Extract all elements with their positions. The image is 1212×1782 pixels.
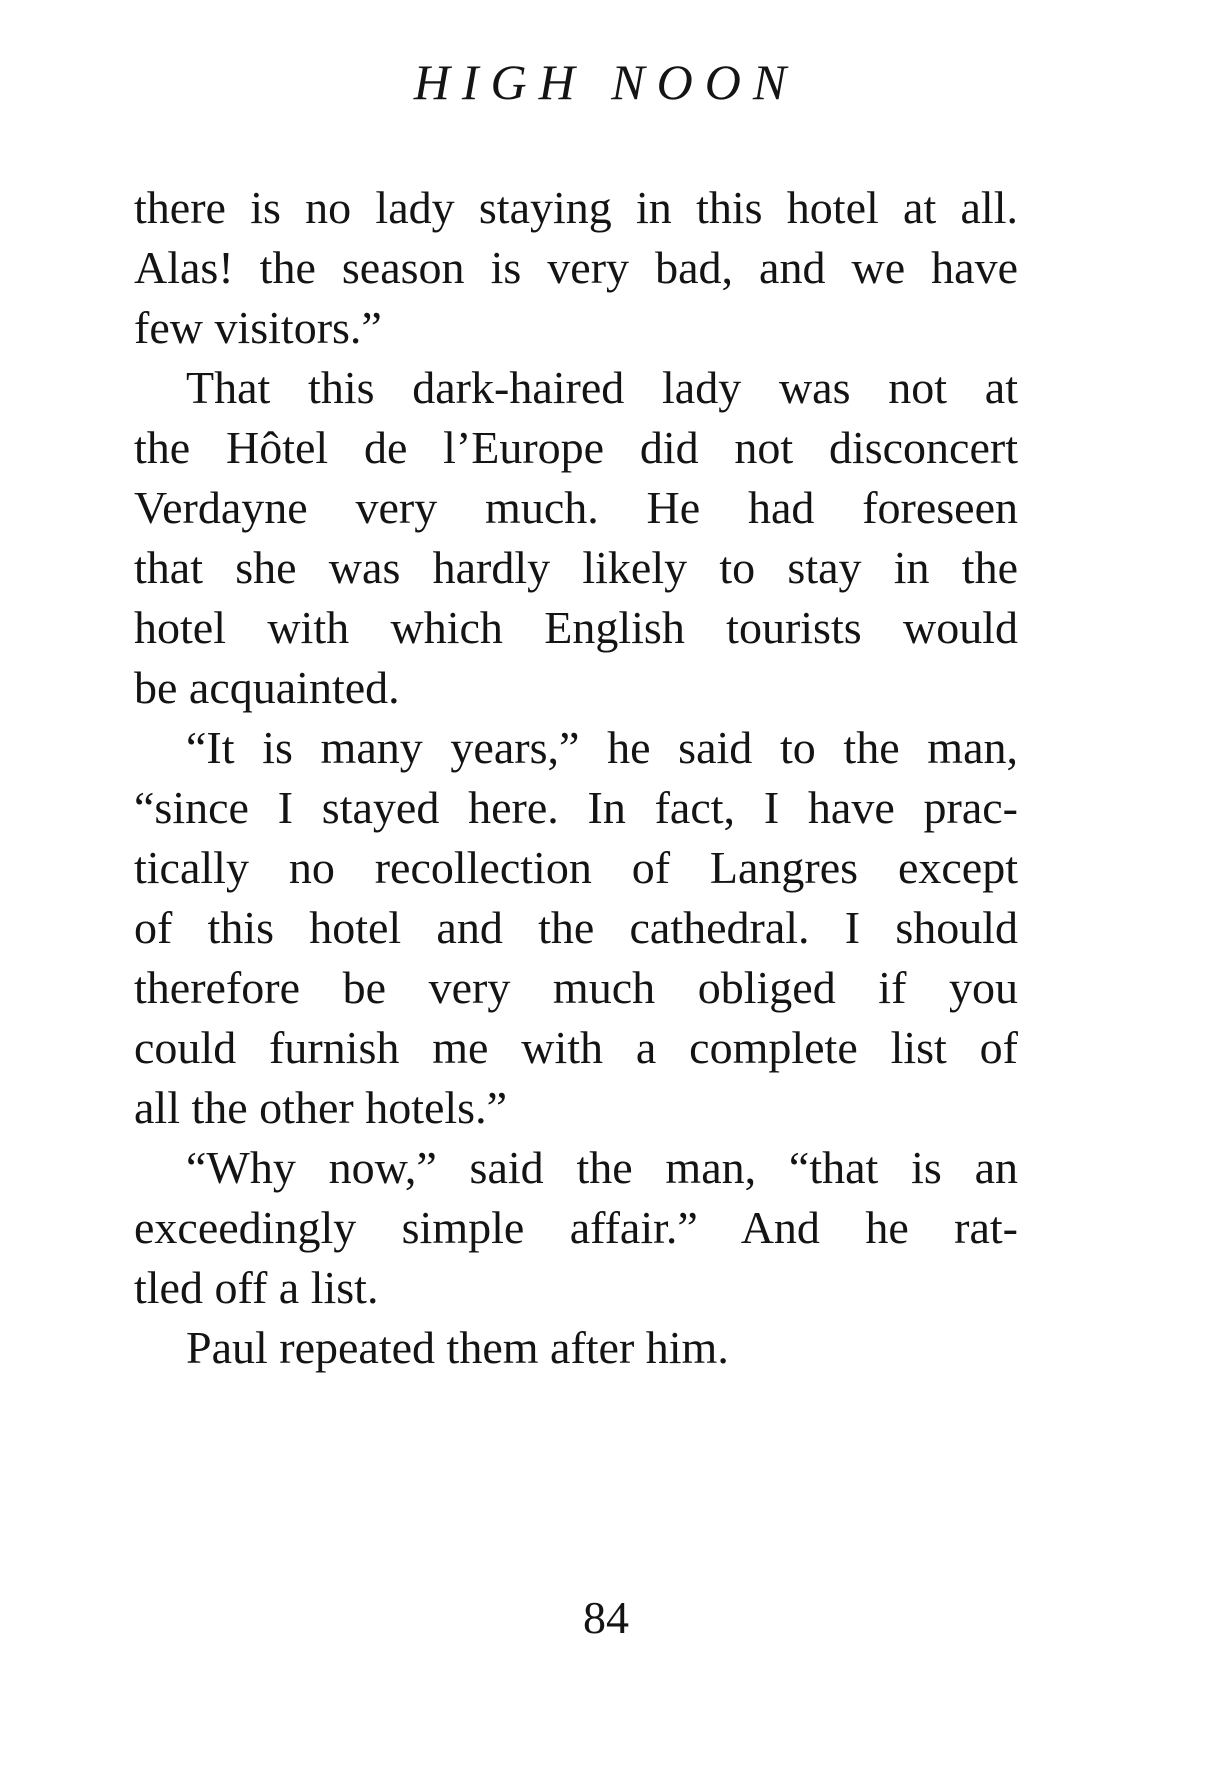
text-line: tled off a list. — [134, 1262, 379, 1313]
text-line: Verdayne very much. He had foreseen — [134, 482, 1018, 533]
text-line: be acquainted. — [134, 662, 400, 713]
text-line: could furnish me with a complete list of — [134, 1022, 1018, 1073]
text-line: that she was hardly likely to stay in the — [134, 542, 1018, 593]
text-line: exceedingly simple affair.” And he rat- — [134, 1202, 1018, 1253]
text-line: Paul repeated them after him. — [186, 1322, 729, 1373]
text-line: few visitors.” — [134, 302, 382, 353]
page-number: 84 — [583, 1592, 629, 1643]
text-line: “since I stayed here. In fact, I have prac- — [134, 782, 1018, 833]
text-line: That this dark-haired lady was not at — [186, 362, 1018, 413]
text-line: “Why now,” said the man, “that is an — [186, 1142, 1018, 1193]
text-line: hotel with which English tourists would — [134, 602, 1018, 653]
text-line: the Hôtel de l’Europe did not disconcert — [134, 422, 1018, 473]
text-line: therefore be very much obliged if you — [134, 962, 1018, 1013]
text-line: Alas! the season is very bad, and we have — [134, 242, 1018, 293]
text-line: of this hotel and the cathedral. I should — [134, 902, 1018, 953]
text-line: “It is many years,” he said to the man, — [186, 722, 1018, 773]
running-head: HIGH NOON — [413, 54, 799, 110]
text-line: tically no recollection of Langres except — [134, 842, 1018, 893]
text-line: all the other hotels.” — [134, 1082, 507, 1133]
text-line: there is no lady staying in this hotel at all. — [134, 182, 1018, 233]
